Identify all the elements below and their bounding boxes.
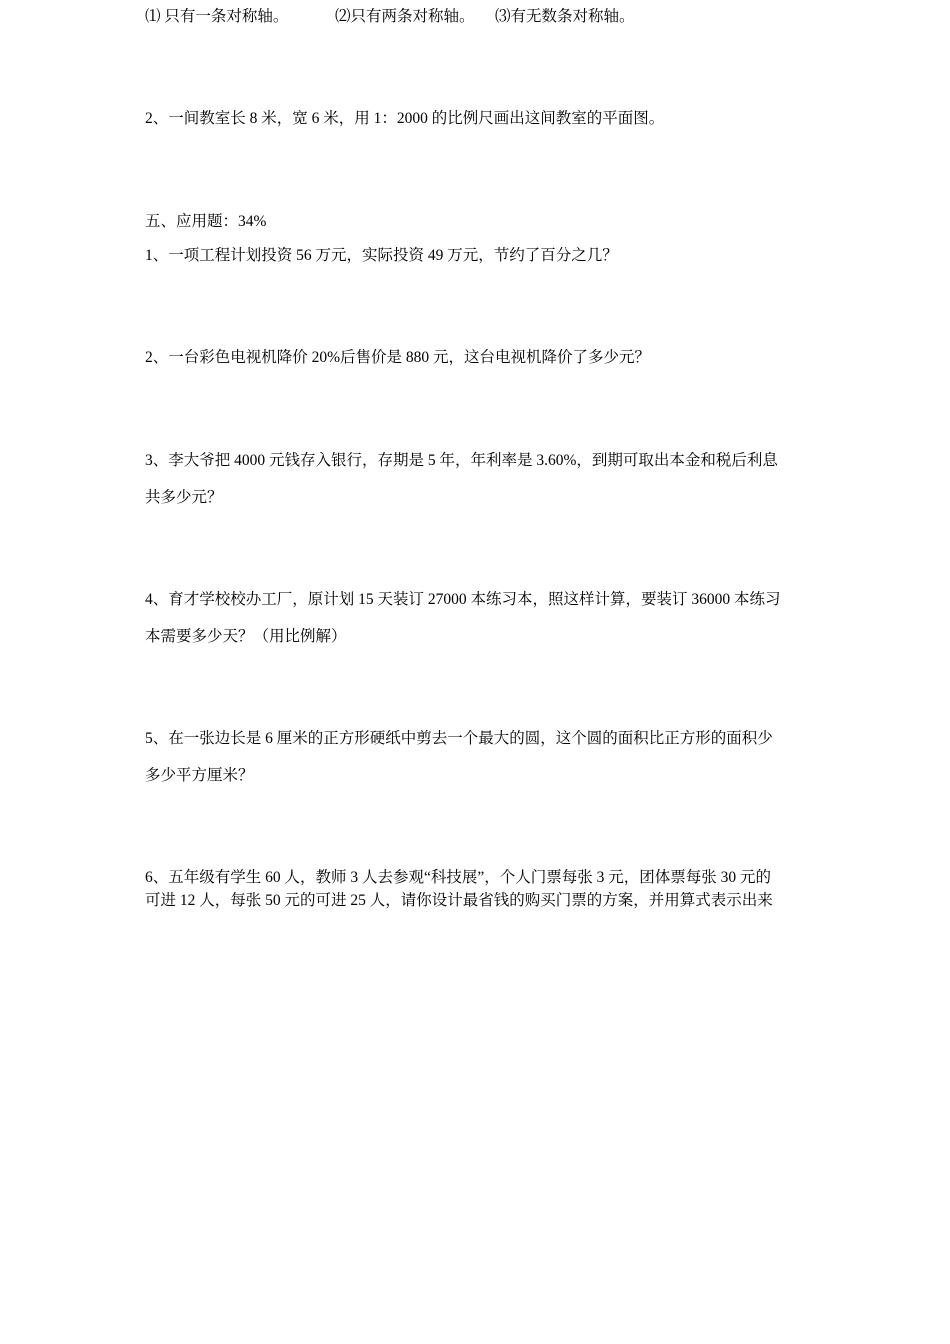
question-2: 2、一台彩色电视机降价 20%后售价是 880 元，这台电视机降价了多少元？ (145, 349, 651, 366)
question-4-line-1: 4、育才学校校办工厂，原计划 15 天装订 27000 本练习本，照这样计算，要装订 36000 本练习 (145, 591, 781, 608)
drawing-question-2: 2、一间教室长 8 米，宽 6 米，用 1：2000 的比例尺画出这间教室的平面图。 (145, 110, 665, 127)
question-5-line-1: 5、在一张边长是 6 厘米的正方形硬纸中剪去一个最大的圆，这个圆的面积比正方形的面积少 (145, 730, 773, 747)
question-3-line-1: 3、李大爷把 4000 元钱存入银行，存期是 5 年，年利率是 3.60%，到期可取出本金和税后利息 (145, 452, 778, 469)
question-6-line-1: 6、五年级有学生 60 人，教师 3 人去参观“科技展”，个人门票每张 3 元，团体票每张 30 元的 (145, 869, 772, 886)
question-3-line-2: 共多少元？ (145, 489, 223, 506)
option-one-axis: ⑴ 只有一条对称轴。 (145, 8, 289, 25)
section-heading: 五、应用题：34% (145, 213, 267, 230)
question-1: 1、一项工程计划投资 56 万元，实际投资 49 万元，节约了百分之几？ (145, 247, 618, 264)
question-5-line-2: 多少平方厘米？ (145, 767, 254, 784)
question-6-line-2: 可进 12 人，每张 50 元的可进 25 人，请你设计最省钱的购买门票的方案，并用算式表示出来 (145, 892, 773, 909)
option-two-axes: ⑵只有两条对称轴。 (335, 8, 475, 25)
option-infinite-axes: ⑶有无数条对称轴。 (495, 8, 635, 25)
question-4-line-2: 本需要多少天？（用比例解） (145, 628, 347, 645)
